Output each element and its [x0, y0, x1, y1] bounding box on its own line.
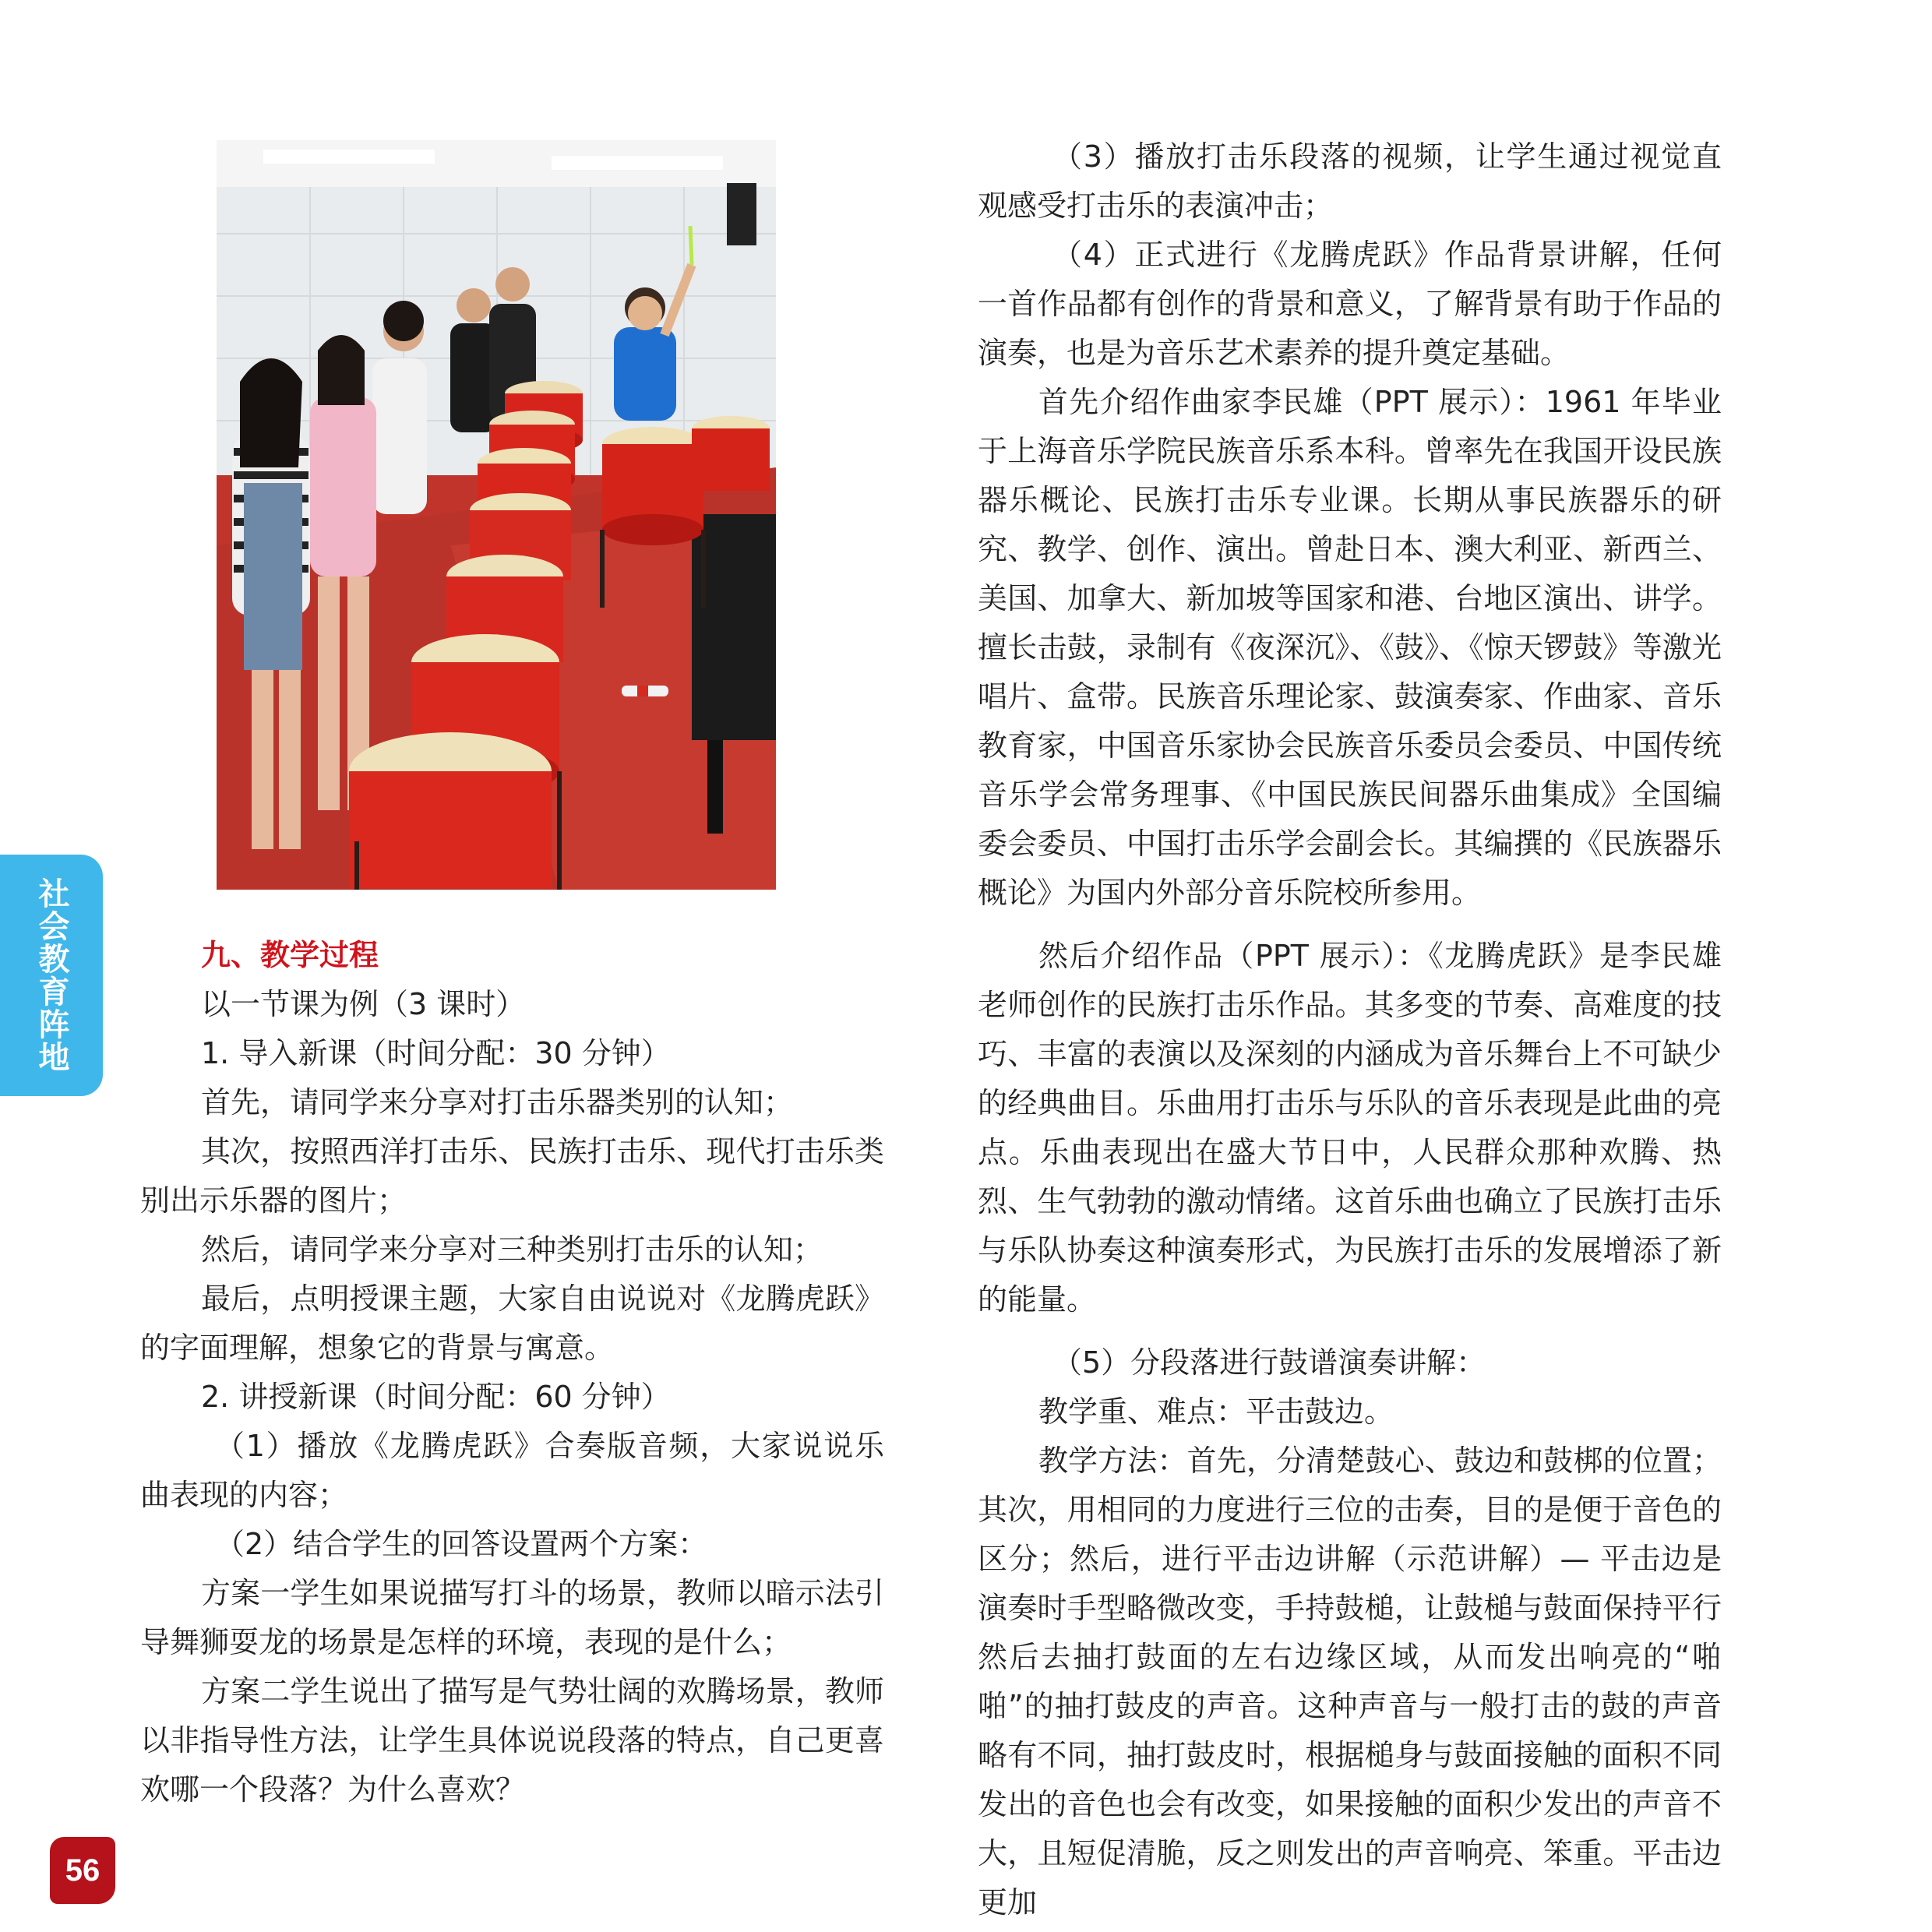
paragraph: 首先介绍作曲家李民雄（PPT 展示）：1961 年毕业于上海音乐学院民族音乐系本科。曾率先在我国开设民族器乐概论、民族打击乐专业课。长期从事民族器乐的研究、教学、创作、演出。曾赴日本、澳大利亚、新西兰、美国、加拿大、新加坡等国家和港、台地区演出、讲学。擅长击鼓，录制有《夜深沉》、《鼓》、《惊天锣鼓》等激光唱片、盒带。民族音乐理论家、鼓演奏家、作曲家、音乐教育家，中国音乐家协会民族音乐委员会委员、中国传统音乐学会常务理事、《中国民族民间器乐曲集成》全国编委会委员、中国打击乐学会副会长。其编撰的《民族器乐概论》为国内外部分音乐院校所参用。	[978, 385, 1722, 910]
right-column	[978, 132, 1722, 1927]
paragraph: （4）正式进行《龙腾虎跃》作品背景讲解，任何一首作品都有创作的背景和意义，了解背景有助于作品的演奏，也是为音乐艺术素养的提升奠定基础。	[978, 238, 1722, 370]
section-heading: 九、教学过程	[201, 938, 379, 972]
paragraph: （5）分段落进行鼓谱演奏讲解：	[1052, 1345, 1486, 1380]
left-column	[140, 931, 884, 1814]
paragraph: 然后介绍作品（PPT 展示）：《龙腾虎跃》是李民雄老师创作的民族打击乐作品。其多变的节奏、高难度的技巧、丰富的表演以及深刻的内涵成为音乐舞台上不可缺少的经典曲目。乐曲用打击乐与乐队的音乐表现是此曲的亮点。乐曲表现出在盛大节日中，人民群众那种欢腾、热烈、生气勃勃的激动情绪。这首乐曲也确立了民族打击乐与乐队协奏这种演奏形式，为民族打击乐的发展增添了新的能量。	[978, 939, 1722, 1317]
page-number-badge: 56	[50, 1837, 115, 1904]
paragraph: （3）播放打击乐段落的视频，让学生通过视觉直观感受打击乐的表演冲击；	[978, 139, 1722, 223]
paragraph: 教学重、难点：平击鼓边。	[1038, 1394, 1394, 1429]
paragraph: 然后，请同学来分享对三种类别打击乐的认知；	[201, 1232, 823, 1267]
section-side-tab: 社会教育阵地	[0, 855, 103, 1096]
paragraph: 首先，请同学来分享对打击乐器类别的认知；	[201, 1085, 794, 1119]
paragraph: 最后，点明授课主题，大家自由说说对《龙腾虎跃》的字面理解，想象它的背景与寓意。	[140, 1282, 884, 1365]
paragraph: 方案二学生说出了描写是气势壮阔的欢腾场景，教师以非指导性方法，让学生具体说说段落的特点，自己更喜欢哪一个段落？为什么喜欢？	[140, 1674, 884, 1807]
paragraph: 方案一学生如果说描写打斗的场景，教师以暗示法引导舞狮耍龙的场景是怎样的环境，表现的是什么；	[140, 1576, 884, 1659]
paragraph: 以一节课为例（3 课时）	[201, 987, 526, 1021]
paragraph: （1）播放《龙腾虎跃》合奏版音频，大家说说乐曲表现的内容；	[140, 1429, 884, 1512]
paragraph: 其次，按照西洋打击乐、民族打击乐、现代打击乐类别出示乐器的图片；	[140, 1134, 884, 1218]
paragraph: 2. 讲授新课（时间分配：60 分钟）	[201, 1380, 671, 1414]
paragraph: 1. 导入新课（时间分配：30 分钟）	[201, 1036, 671, 1070]
paragraph-gap	[978, 918, 1722, 932]
drum-class-photo	[217, 140, 776, 890]
paragraph: 教学方法：首先，分清楚鼓心、鼓边和鼓梆的位置；其次，用相同的力度进行三位的击奏，目的是便于音色的区分；然后，进行平击边讲解（示范讲解）— 平击边是演奏时手型略微改变，手持鼓槌，让鼓槌与鼓面保持平行然后去抽打鼓面的左右边缘区域，从而发出响亮的“啪啪”的抽打鼓皮的声音。这种声音与一般打击的鼓的声音略有不同，抽打鼓皮时，根据槌身与鼓面接触的面积不同发出的音色也会有改变，如果接触的面积少发出的声音不大，且短促清脆，反之则发出的声音响亮、笨重。平击边更加	[978, 1444, 1722, 1920]
paragraph: （2）结合学生的回答设置两个方案：	[215, 1527, 708, 1561]
paragraph-gap	[978, 1324, 1722, 1338]
